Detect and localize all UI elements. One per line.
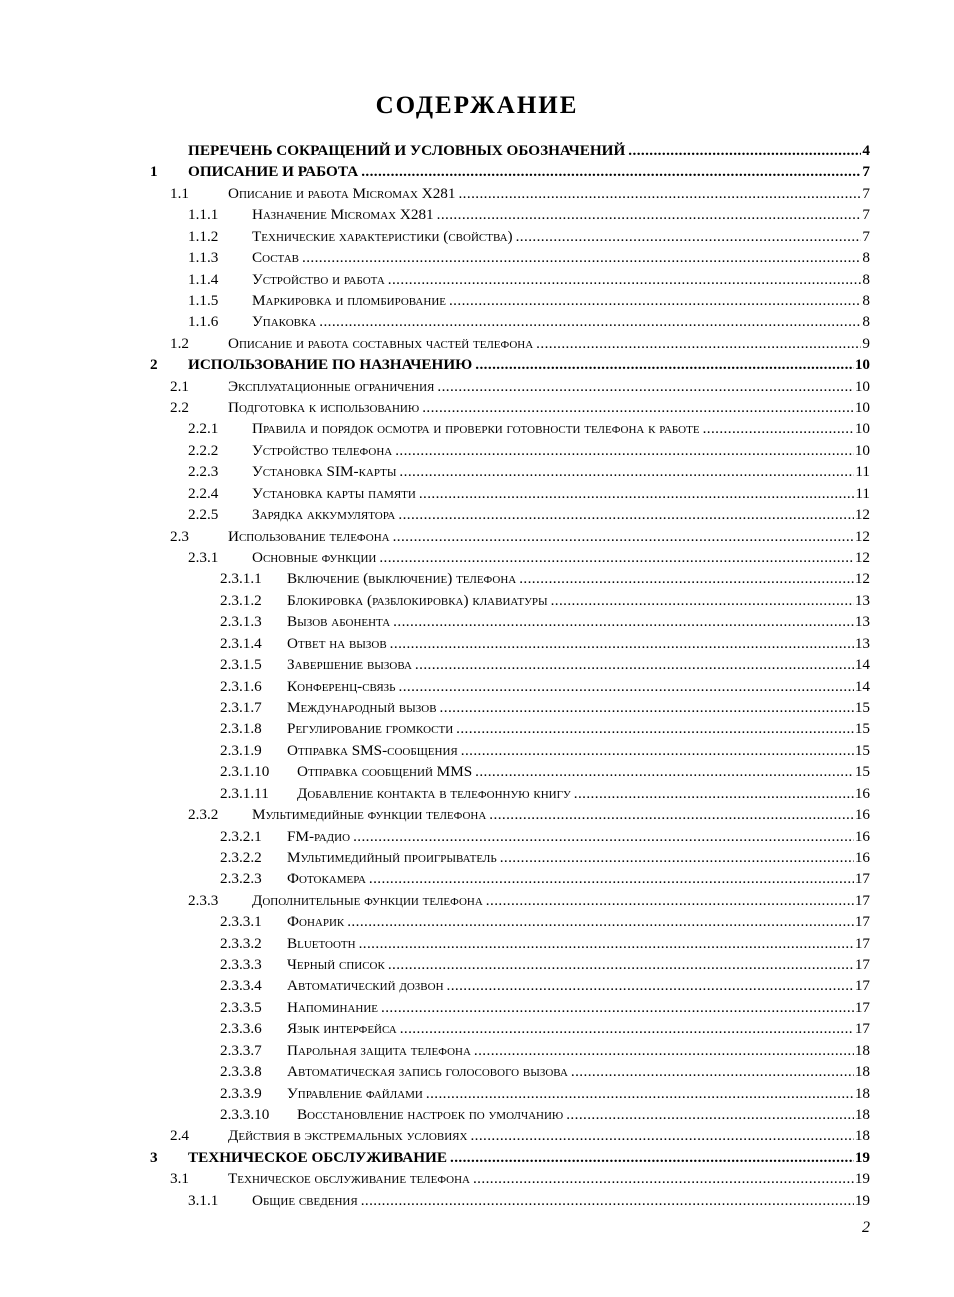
toc-entry-label: Маркировка и пломбирование <box>252 291 446 309</box>
toc-entry[interactable] <box>150 528 870 549</box>
toc-entry-label: Эксплуатационные ограничения <box>228 377 435 395</box>
toc-leader-dots <box>536 335 861 353</box>
toc-leader-dots <box>516 228 862 246</box>
toc-leader-dots <box>551 592 854 610</box>
toc-entry-label: Мультимедийный проигрыватель <box>287 848 497 866</box>
toc-entry-page: 9 <box>862 334 870 352</box>
toc-entry[interactable] <box>150 271 870 292</box>
toc-entry-number: 2.3.1.11 <box>220 784 269 802</box>
toc-entry-label: ТЕХНИЧЕСКОЕ ОБСЛУЖИВАНИЕ <box>188 1148 448 1166</box>
toc-entry[interactable] <box>150 313 870 334</box>
toc-entry-page: 19 <box>854 1191 870 1209</box>
toc-leader-dots <box>703 420 854 438</box>
toc-entry-page: 4 <box>862 142 870 159</box>
toc-entry-label: ОПИСАНИЕ И РАБОТА <box>188 163 359 181</box>
toc-entry-number: 2.3.3.7 <box>220 1041 262 1059</box>
toc-entry-label: Отправка сообщений MMS <box>297 763 473 781</box>
toc-leader-dots <box>399 463 854 481</box>
toc-entry-page: 7 <box>862 206 870 224</box>
toc-entry-number: 2.3.1.8 <box>220 720 262 738</box>
toc-entry-label: Техническое обслуживание телефона <box>228 1170 470 1188</box>
toc-entry[interactable] <box>150 720 870 741</box>
toc-leader-dots <box>393 528 854 546</box>
toc-leader-dots <box>500 849 854 867</box>
toc-entry-page: 16 <box>854 827 870 845</box>
toc-entry-page: 10 <box>854 420 870 438</box>
toc-entry-page: 18 <box>854 1041 870 1059</box>
toc-entry-label: Отправка SMS-сообщения <box>287 741 458 759</box>
toc-entry[interactable] <box>150 1149 870 1170</box>
toc-entry-page: 11 <box>855 463 870 481</box>
toc-entry-label: Вызов абонента <box>287 613 391 631</box>
toc-leader-dots <box>399 678 854 696</box>
toc-entry-label: Язык интерфейса <box>287 1020 397 1038</box>
toc-entry[interactable] <box>150 249 870 270</box>
toc-entry-label: Технические характеристики (свойства) <box>252 227 513 245</box>
toc-entry[interactable] <box>150 913 870 934</box>
toc-leader-dots <box>359 935 854 953</box>
toc-entry[interactable] <box>150 870 870 891</box>
toc-entry-number: 2.3.3.4 <box>220 977 262 995</box>
toc-entry-label: Основные функции <box>252 549 377 567</box>
toc-leader-dots <box>571 1063 854 1081</box>
toc-entry-label: Мультимедийные функции телефона <box>252 806 487 824</box>
toc-entry-page: 12 <box>854 570 870 588</box>
toc-entry-number: 1.1.2 <box>188 227 219 245</box>
toc-leader-dots <box>415 656 854 674</box>
toc-leader-dots <box>319 313 861 331</box>
toc-entry-number: 2.2.5 <box>188 506 219 524</box>
toc-entry-page: 10 <box>854 399 870 417</box>
toc-entry[interactable] <box>150 956 870 977</box>
toc-entry-page: 14 <box>854 656 870 674</box>
toc-leader-dots <box>437 206 862 224</box>
toc-entry-label: Подготовка к использованию <box>228 399 420 417</box>
toc-entry[interactable] <box>150 1063 870 1084</box>
toc-entry-page: 12 <box>854 549 870 567</box>
toc-entry-page: 13 <box>854 613 870 631</box>
toc-entry[interactable] <box>150 1170 870 1191</box>
toc-entry-page: 18 <box>854 1084 870 1102</box>
toc-entry-number: 2.3.1 <box>188 549 219 567</box>
toc-entry-label: Управление файлами <box>287 1084 423 1102</box>
toc-leader-dots <box>450 1149 854 1167</box>
toc-entry-page: 8 <box>862 270 870 288</box>
toc-leader-dots <box>388 271 862 289</box>
toc-leader-dots <box>390 635 854 653</box>
toc-entry-number: 1.2 <box>170 334 189 352</box>
toc-leader-dots <box>628 142 861 160</box>
toc-entry-number: 2.3.3.3 <box>220 956 262 974</box>
toc-entry-number: 2.3.3.6 <box>220 1020 262 1038</box>
toc-entry[interactable] <box>150 399 870 420</box>
toc-entry-label: Блокировка (разблокировка) клавиатуры <box>287 591 548 609</box>
toc-entry-page: 17 <box>854 956 870 974</box>
toc-entry[interactable] <box>150 1192 870 1213</box>
toc-entry-number: 1.1.4 <box>188 270 219 288</box>
toc-entry[interactable] <box>150 742 870 763</box>
toc-entry-number: 2.3.1.4 <box>220 634 262 652</box>
toc-entry-page: 17 <box>854 891 870 909</box>
toc-entry[interactable] <box>150 570 870 591</box>
toc-entry-page: 13 <box>854 634 870 652</box>
toc-entry-label: Завершение вызова <box>287 656 412 674</box>
toc-entry-page: 15 <box>854 763 870 781</box>
toc-entry[interactable] <box>150 763 870 784</box>
toc-entry-number: 2.3.3.5 <box>220 998 262 1016</box>
toc-entry-number: 2.3.3.9 <box>220 1084 262 1102</box>
toc-leader-dots <box>574 785 854 803</box>
toc-entry-number: 2.3.2.2 <box>220 848 262 866</box>
toc-entry-number: 2 <box>150 356 158 374</box>
toc-entry-label: Действия в экстремальных условиях <box>228 1127 468 1145</box>
toc-entry-label: Использование телефона <box>228 527 390 545</box>
toc-leader-dots <box>400 1020 854 1038</box>
toc-entry-page: 10 <box>854 441 870 459</box>
toc-leader-dots <box>395 442 854 460</box>
toc-entry-label: Bluetooth <box>287 934 356 952</box>
toc-entry[interactable] <box>150 549 870 570</box>
toc-entry-number: 2.3.3.8 <box>220 1063 262 1081</box>
toc-entry-number: 2.3.1.6 <box>220 677 262 695</box>
toc-leader-dots <box>398 506 853 524</box>
toc-entry-label: Автоматический дозвон <box>287 977 444 995</box>
toc-entry-page: 14 <box>854 677 870 695</box>
toc-leader-dots <box>456 720 854 738</box>
toc-entry-number: 1.1.5 <box>188 291 219 309</box>
page-number: 2 <box>862 1219 870 1236</box>
toc-leader-dots <box>379 549 853 567</box>
toc-entry-page: 12 <box>854 527 870 545</box>
toc-entry-label: ИСПОЛЬЗОВАНИЕ ПО НАЗНАЧЕНИЮ <box>188 356 473 374</box>
toc-entry-number: 2.3.1.5 <box>220 656 262 674</box>
toc-entry-number: 2.3.1.3 <box>220 613 262 631</box>
toc-entry[interactable] <box>150 678 870 699</box>
toc-entry-page: 17 <box>854 913 870 931</box>
toc-leader-dots <box>422 399 854 417</box>
toc-entry-number: 2.3.1.10 <box>220 763 270 781</box>
toc-entry-page: 18 <box>854 1105 870 1123</box>
toc-entry-page: 18 <box>854 1063 870 1081</box>
toc-entry[interactable] <box>150 828 870 849</box>
toc-entry[interactable] <box>150 206 870 227</box>
toc-leader-dots <box>474 1042 854 1060</box>
toc-entry-number: 2.2.1 <box>188 420 219 438</box>
toc-entry[interactable] <box>150 1042 870 1063</box>
toc-entry-page: 16 <box>854 806 870 824</box>
toc-entry-page: 16 <box>854 848 870 866</box>
toc-leader-dots <box>381 999 854 1017</box>
toc-entry-label: Зарядка аккумулятора <box>252 506 396 524</box>
toc-leader-dots <box>347 913 854 931</box>
toc-entry-number: 3.1 <box>170 1170 189 1188</box>
toc-entry[interactable] <box>150 635 870 656</box>
toc-entry-number: 2.3.2.1 <box>220 827 262 845</box>
toc-entry[interactable] <box>150 442 870 463</box>
toc-entry[interactable] <box>150 977 870 998</box>
toc-entry[interactable] <box>150 613 870 634</box>
toc-leader-dots <box>393 613 854 631</box>
toc-entry-page: 15 <box>854 741 870 759</box>
toc-entry-page: 19 <box>854 1170 870 1188</box>
toc-leader-dots <box>388 956 854 974</box>
toc-entry-label: Автоматическая запись голосового вызова <box>287 1063 568 1081</box>
toc-entry-number: 2.3.3.10 <box>220 1105 270 1123</box>
toc-entry-label: Дополнительные функции телефона <box>252 891 483 909</box>
toc-entry-page: 17 <box>854 870 870 888</box>
toc-entry-page: 17 <box>854 998 870 1016</box>
toc-leader-dots <box>470 1127 853 1145</box>
toc-entry-label: Добавление контакта в телефонную книгу <box>297 784 571 802</box>
toc-entry-label: Описание и работа Micromax X281 <box>228 184 456 202</box>
toc-entry[interactable] <box>150 892 870 913</box>
toc-entry[interactable] <box>150 1020 870 1041</box>
toc-entry[interactable] <box>150 849 870 870</box>
toc-entry-page: 17 <box>854 977 870 995</box>
toc-entry[interactable] <box>150 356 870 377</box>
toc-entry[interactable] <box>150 485 870 506</box>
toc-entry[interactable] <box>150 1106 870 1127</box>
toc-entry-page: 11 <box>855 484 870 502</box>
toc-leader-dots <box>489 806 854 824</box>
toc-entry-label: Фотокамера <box>287 870 366 888</box>
toc-entry-page: 16 <box>854 784 870 802</box>
toc-leader-dots <box>566 1106 854 1124</box>
toc-entry-label: FM-радио <box>287 827 351 845</box>
toc-entry-page: 7 <box>862 163 870 181</box>
toc-entry-number: 2.3.2 <box>188 806 219 824</box>
toc-entry[interactable] <box>150 292 870 313</box>
toc-entry-number: 1.1.1 <box>188 206 219 224</box>
toc-leader-dots <box>426 1085 854 1103</box>
toc-entry-page: 17 <box>854 934 870 952</box>
toc-leader-dots <box>486 892 854 910</box>
toc-entry[interactable] <box>150 656 870 677</box>
toc-entry-label: Общие сведения <box>252 1191 358 1209</box>
toc-leader-dots <box>361 163 861 181</box>
toc-entry-number: 2.4 <box>170 1127 189 1145</box>
toc-entry-label: Ответ на вызов <box>287 634 387 652</box>
toc-entry-label: Регулирование громкости <box>287 720 454 738</box>
toc-entry-label: Международный вызов <box>287 698 437 716</box>
toc-entry-page: 13 <box>854 591 870 609</box>
page-title: СОДЕРЖАНИЕ <box>375 92 579 119</box>
toc-entry[interactable] <box>150 185 870 206</box>
toc-entry[interactable] <box>150 592 870 613</box>
toc-entry-number: 1.1 <box>170 184 189 202</box>
toc-entry-number: 2.1 <box>170 377 189 395</box>
toc-entry[interactable] <box>150 935 870 956</box>
toc-leader-dots <box>458 185 861 203</box>
toc-entry-number: 2.3.1.7 <box>220 698 262 716</box>
toc-entry-page: 15 <box>854 698 870 716</box>
toc-entry-label: Парольная защита телефона <box>287 1041 471 1059</box>
toc-entry[interactable] <box>150 228 870 249</box>
toc-entry[interactable] <box>150 335 870 356</box>
toc-leader-dots <box>440 699 854 717</box>
toc-entry-label: Устройство телефона <box>252 441 393 459</box>
toc-entry-number: 2.3 <box>170 527 189 545</box>
toc-entry-label: Назначение Micromax X281 <box>252 206 434 224</box>
toc-entry[interactable] <box>150 999 870 1020</box>
toc-entry-label: Восстановление настроек по умолчанию <box>297 1105 564 1123</box>
toc-entry-page: 8 <box>862 249 870 267</box>
toc-entry-page: 10 <box>854 377 870 395</box>
toc-entry-label: Устройство и работа <box>252 270 385 288</box>
toc-entry-label: Включение (выключение) телефона <box>287 570 517 588</box>
toc-entry-page: 19 <box>854 1148 870 1166</box>
toc-entry-page: 7 <box>862 184 870 202</box>
toc-entry-number: 2.3.1.1 <box>220 570 262 588</box>
toc-entry-page: 8 <box>862 291 870 309</box>
toc-leader-dots <box>419 485 855 503</box>
toc-entry-number: 2.2.2 <box>188 441 219 459</box>
toc-leader-dots <box>475 763 854 781</box>
toc-entry-number: 1.1.6 <box>188 313 219 331</box>
toc-entry-number: 2.2.3 <box>188 463 219 481</box>
toc-leader-dots <box>449 292 861 310</box>
toc-entry-number: 2.3.1.2 <box>220 591 262 609</box>
toc-entry-page: 7 <box>862 227 870 245</box>
toc-entry-number: 2.3.3.2 <box>220 934 262 952</box>
toc-entry-number: 2.3.3 <box>188 891 219 909</box>
toc-entry-page: 10 <box>854 356 870 374</box>
toc-entry[interactable] <box>150 506 870 527</box>
toc-entry-label: Конференц-связь <box>287 677 396 695</box>
toc-leader-dots <box>369 870 854 888</box>
toc-entry-number: 3.1.1 <box>188 1191 219 1209</box>
toc-leader-dots <box>437 378 853 396</box>
toc-entry-label: ПЕРЕЧЕНЬ СОКРАЩЕНИЙ И УСЛОВНЫХ ОБОЗНАЧЕНИЙ <box>188 142 626 159</box>
toc-leader-dots <box>302 249 861 267</box>
table-of-contents <box>150 142 870 1213</box>
toc-entry-number: 3 <box>150 1148 158 1166</box>
toc-entry-number: 2.3.3.1 <box>220 913 262 931</box>
toc-leader-dots <box>475 356 854 374</box>
toc-leader-dots <box>461 742 854 760</box>
toc-entry-number: 2.3.2.3 <box>220 870 262 888</box>
toc-entry-page: 8 <box>862 313 870 331</box>
toc-entry-label: Напоминание <box>287 998 379 1016</box>
toc-entry[interactable] <box>150 1127 870 1148</box>
toc-entry-number: 2.3.1.9 <box>220 741 262 759</box>
toc-entry-label: Упаковка <box>252 313 317 331</box>
toc-leader-dots <box>447 977 854 995</box>
toc-entry-number: 2.2 <box>170 399 189 417</box>
toc-entry-label: Черный список <box>287 956 385 974</box>
toc-entry-label: Фонарик <box>287 913 345 931</box>
toc-entry-number: 1.1.3 <box>188 249 219 267</box>
toc-entry-label: Описание и работа составных частей телефона <box>228 334 534 352</box>
toc-entry[interactable] <box>150 378 870 399</box>
toc-leader-dots <box>519 570 854 588</box>
toc-entry[interactable] <box>150 163 870 184</box>
toc-leader-dots <box>473 1170 854 1188</box>
toc-leader-dots <box>353 828 854 846</box>
toc-entry-label: Установка SIM-карты <box>252 463 397 481</box>
toc-entry-number: 2.2.4 <box>188 484 219 502</box>
toc-leader-dots <box>361 1192 854 1210</box>
toc-entry-label: Установка карты памяти <box>252 484 416 502</box>
toc-entry-label: Состав <box>252 249 299 267</box>
toc-entry[interactable] <box>150 806 870 827</box>
toc-entry-page: 12 <box>854 506 870 524</box>
toc-entry-page: 17 <box>854 1020 870 1038</box>
toc-entry[interactable] <box>150 1085 870 1106</box>
toc-entry[interactable] <box>150 785 870 806</box>
toc-entry[interactable] <box>150 420 870 441</box>
toc-entry-label: Правила и порядок осмотра и проверки готовности телефона к работе <box>252 420 700 438</box>
toc-entry-number: 1 <box>150 163 158 181</box>
toc-entry-page: 15 <box>854 720 870 738</box>
toc-entry[interactable] <box>150 142 870 163</box>
toc-entry-page: 18 <box>854 1127 870 1145</box>
toc-entry[interactable] <box>150 699 870 720</box>
toc-entry[interactable] <box>150 463 870 484</box>
